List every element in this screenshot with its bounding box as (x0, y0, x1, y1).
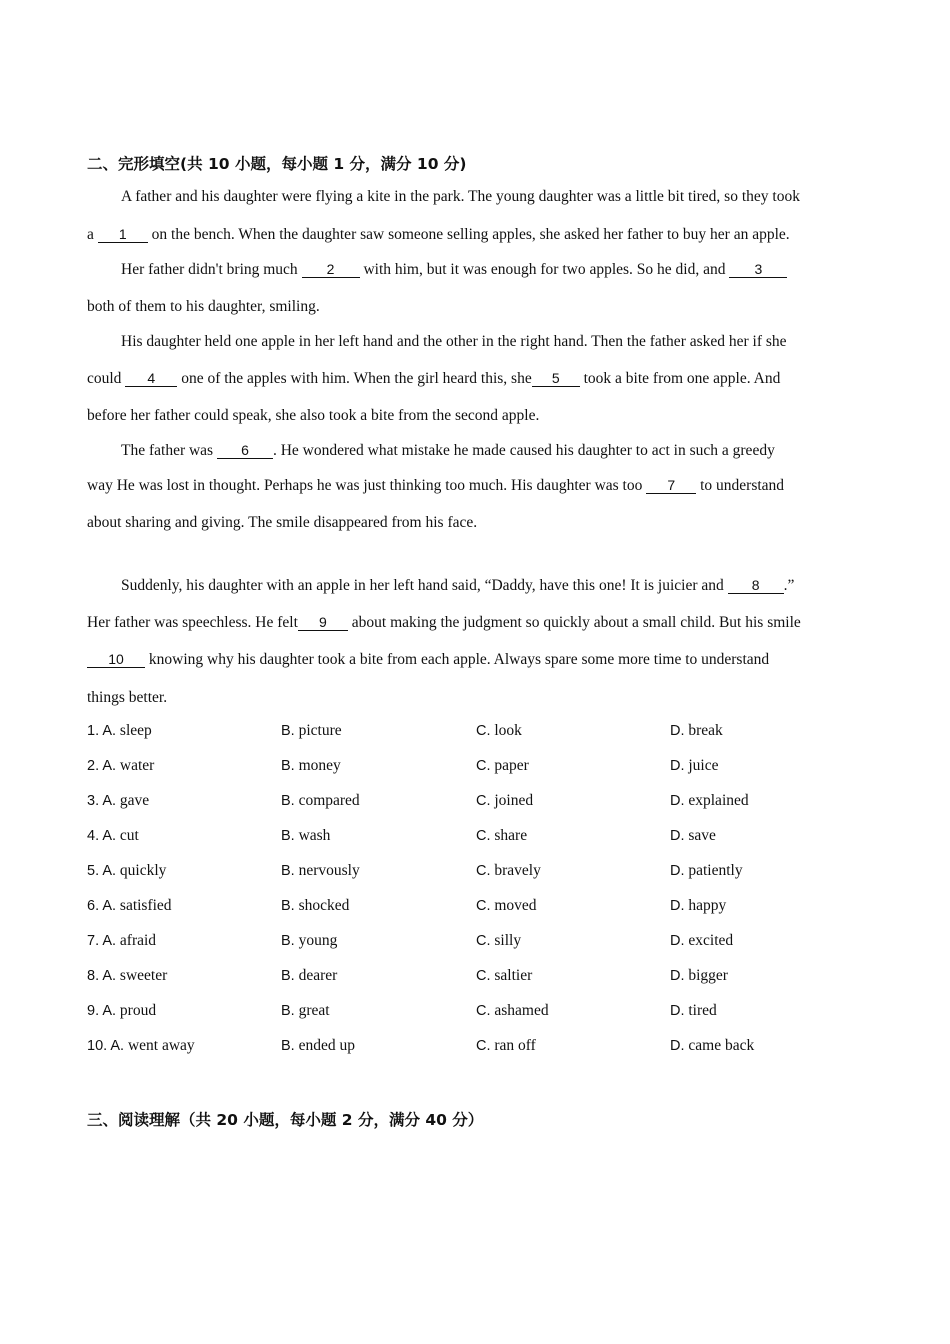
option-text: bigger (688, 967, 728, 984)
option-b[interactable] (281, 967, 337, 985)
option-text: explained (688, 792, 749, 809)
option-label: C. (476, 758, 491, 774)
option-label: B. (281, 723, 295, 739)
option-c[interactable] (476, 932, 521, 950)
option-c[interactable] (476, 827, 527, 845)
option-d[interactable] (670, 757, 719, 775)
option-label: C. (476, 793, 491, 809)
text-span: to understand (700, 477, 785, 494)
option-c[interactable] (476, 1002, 549, 1020)
option-text: money (298, 757, 341, 774)
option-label: D. (670, 723, 685, 739)
option-label: 5. A. (87, 863, 117, 879)
option-c[interactable] (476, 862, 541, 880)
passage-line (121, 576, 794, 596)
section-2-title: 二、完形填空(共 10 小题，每小题 1 分，满分 10 分) (87, 155, 467, 173)
text-span: could (87, 370, 122, 387)
passage-line (121, 441, 775, 461)
option-label: B. (281, 898, 295, 914)
option-c[interactable] (476, 897, 537, 915)
option-d[interactable] (670, 1037, 754, 1055)
option-text: wash (298, 827, 331, 844)
option-text: happy (688, 897, 727, 914)
passage-line (121, 260, 787, 280)
option-text: share (494, 827, 528, 844)
option-text: picture (298, 722, 342, 739)
text-span: knowing why his daughter took a bite from each apple. Always spare some more time to understand (148, 651, 770, 668)
option-text: young (298, 932, 338, 949)
option-c[interactable] (476, 967, 532, 985)
option-text: joined (494, 792, 534, 809)
option-label: C. (476, 1003, 491, 1019)
option-label: B. (281, 968, 295, 984)
option-text: great (298, 1002, 330, 1019)
option-label: D. (670, 1003, 685, 1019)
option-label: C. (476, 863, 491, 879)
option-label: D. (670, 933, 685, 949)
option-d[interactable] (670, 827, 716, 845)
option-a[interactable] (87, 827, 139, 845)
option-text: ended up (298, 1037, 355, 1054)
section-3-title: 三、阅读理解（共 20 小题，每小题 2 分，满分 40 分） (87, 1111, 484, 1129)
option-text: compared (298, 792, 360, 809)
option-label: C. (476, 898, 491, 914)
option-text: excited (688, 932, 734, 949)
blank-6: 6 (217, 442, 273, 459)
option-text: came back (688, 1037, 755, 1054)
option-b[interactable] (281, 827, 330, 845)
option-label: 3. A. (87, 793, 117, 809)
option-text: satisfied (119, 897, 172, 914)
option-text: paper (494, 757, 529, 774)
option-label: B. (281, 1003, 295, 1019)
option-text: save (688, 827, 716, 844)
option-text: afraid (119, 932, 157, 949)
option-d[interactable] (670, 932, 733, 950)
blank-2: 2 (302, 261, 360, 278)
question-1-options (87, 722, 887, 742)
blank-1: 1 (98, 226, 148, 243)
option-d[interactable] (670, 897, 726, 915)
passage-line (87, 225, 790, 245)
text-span: Suddenly, his daughter with an apple in her left hand said, “Daddy, have this one! It is juicier and (121, 577, 724, 594)
option-c[interactable] (476, 722, 522, 740)
text-span: Her father was speechless. He felt (87, 614, 298, 631)
text-span: . He wondered what mistake he made caused his daughter to act in such a greedy (272, 442, 775, 459)
option-text: nervously (298, 862, 360, 879)
option-a[interactable] (87, 967, 167, 985)
option-text: bravely (494, 862, 541, 879)
option-text: patiently (688, 862, 743, 879)
blank-8: 8 (728, 577, 784, 594)
question-5-options (87, 862, 887, 882)
option-b[interactable] (281, 932, 337, 950)
option-b[interactable] (281, 1037, 355, 1055)
option-b[interactable] (281, 897, 349, 915)
blank-7: 7 (646, 477, 696, 494)
passage-line (87, 369, 780, 389)
option-label: B. (281, 758, 295, 774)
passage-line: about sharing and giving. The smile disappeared from his face. (87, 514, 478, 531)
option-label: B. (281, 793, 295, 809)
option-label: B. (281, 828, 295, 844)
question-7-options (87, 932, 887, 952)
option-d[interactable] (670, 862, 743, 880)
option-label: D. (670, 863, 685, 879)
option-text: water (119, 757, 155, 774)
option-label: 4. A. (87, 828, 117, 844)
option-label: 8. A. (87, 968, 117, 984)
question-9-options (87, 1002, 887, 1022)
option-b[interactable] (281, 1002, 330, 1020)
question-6-options (87, 897, 887, 917)
option-text: break (688, 722, 723, 739)
option-a[interactable] (87, 757, 154, 775)
option-b[interactable] (281, 862, 360, 880)
option-a[interactable] (87, 1037, 195, 1055)
option-label: B. (281, 933, 295, 949)
option-label: C. (476, 933, 491, 949)
blank-10: 10 (87, 651, 145, 668)
option-label: 10. A. (87, 1038, 125, 1054)
blank-4: 4 (125, 370, 177, 387)
passage-line (87, 613, 801, 633)
text-span: took a bite from one apple. And (583, 370, 781, 387)
option-a[interactable] (87, 862, 166, 880)
option-label: D. (670, 828, 685, 844)
question-3-options (87, 792, 887, 812)
option-label: 1. A. (87, 723, 117, 739)
blank-5: 5 (532, 370, 580, 387)
option-label: C. (476, 968, 491, 984)
option-text: saltier (494, 967, 533, 984)
option-a[interactable] (87, 722, 152, 740)
option-label: C. (476, 1038, 491, 1054)
text-span: a (87, 226, 94, 243)
option-d[interactable] (670, 792, 749, 810)
option-text: dearer (298, 967, 338, 984)
option-label: D. (670, 793, 685, 809)
text-span: way He was lost in thought. Perhaps he was just thinking too much. His daughter was too (87, 477, 643, 494)
option-a[interactable] (87, 1002, 156, 1020)
option-label: 2. A. (87, 758, 117, 774)
option-c[interactable] (476, 1037, 536, 1055)
option-label: 9. A. (87, 1003, 117, 1019)
question-4-options (87, 827, 887, 847)
text-span: one of the apples with him. When the girl heard this, she (181, 370, 532, 387)
text-span: Her father didn't bring much (121, 261, 298, 278)
option-b[interactable] (281, 792, 360, 810)
option-label: B. (281, 863, 295, 879)
option-label: C. (476, 828, 491, 844)
option-text: juice (688, 757, 719, 774)
option-label: 7. A. (87, 933, 117, 949)
passage-line: things better. (87, 689, 168, 706)
text-span: about making the judgment so quickly about a small child. But his smile (351, 614, 801, 631)
question-2-options (87, 757, 887, 777)
option-text: silly (494, 932, 522, 949)
option-label: D. (670, 758, 685, 774)
option-text: look (494, 722, 522, 739)
blank-3: 3 (729, 261, 787, 278)
question-10-options (87, 1037, 887, 1057)
passage-line: His daughter held one apple in her left hand and the other in the right hand. Then the father asked her if she (121, 333, 787, 350)
question-8-options (87, 967, 887, 987)
option-label: D. (670, 968, 685, 984)
option-text: tired (688, 1002, 717, 1019)
text-span: .” (783, 577, 795, 594)
option-c[interactable] (476, 792, 533, 810)
option-d[interactable] (670, 1002, 717, 1020)
option-text: ashamed (494, 1002, 549, 1019)
option-label: C. (476, 723, 491, 739)
text-span: The father was (121, 442, 214, 459)
option-text: sweeter (119, 967, 168, 984)
option-a[interactable] (87, 932, 156, 950)
passage-line: before her father could speak, she also took a bite from the second apple. (87, 407, 540, 424)
option-c[interactable] (476, 757, 529, 775)
option-text: proud (119, 1002, 157, 1019)
option-label: D. (670, 1038, 685, 1054)
option-text: shocked (298, 897, 350, 914)
option-text: went away (127, 1037, 195, 1054)
passage-line (87, 476, 784, 496)
option-label: 6. A. (87, 898, 117, 914)
option-text: sleep (119, 722, 152, 739)
option-label: B. (281, 1038, 295, 1054)
text-span: on the bench. When the daughter saw someone selling apples, she asked her father to buy her an apple. (151, 226, 790, 243)
option-text: quickly (119, 862, 167, 879)
option-d[interactable] (670, 967, 728, 985)
option-text: ran off (494, 1037, 536, 1054)
option-text: moved (494, 897, 537, 914)
option-text: gave (119, 792, 150, 809)
passage-line (87, 650, 769, 670)
option-a[interactable] (87, 792, 149, 810)
option-b[interactable] (281, 757, 341, 775)
option-a[interactable] (87, 897, 172, 915)
passage-line: both of them to his daughter, smiling. (87, 298, 320, 315)
option-b[interactable] (281, 722, 342, 740)
option-label: D. (670, 898, 685, 914)
blank-9: 9 (298, 614, 348, 631)
option-d[interactable] (670, 722, 723, 740)
option-text: cut (119, 827, 139, 844)
text-span: with him, but it was enough for two apples. So he did, and (363, 261, 726, 278)
passage-line: A father and his daughter were flying a kite in the park. The young daughter was a little bit tired, so they took (121, 188, 800, 205)
